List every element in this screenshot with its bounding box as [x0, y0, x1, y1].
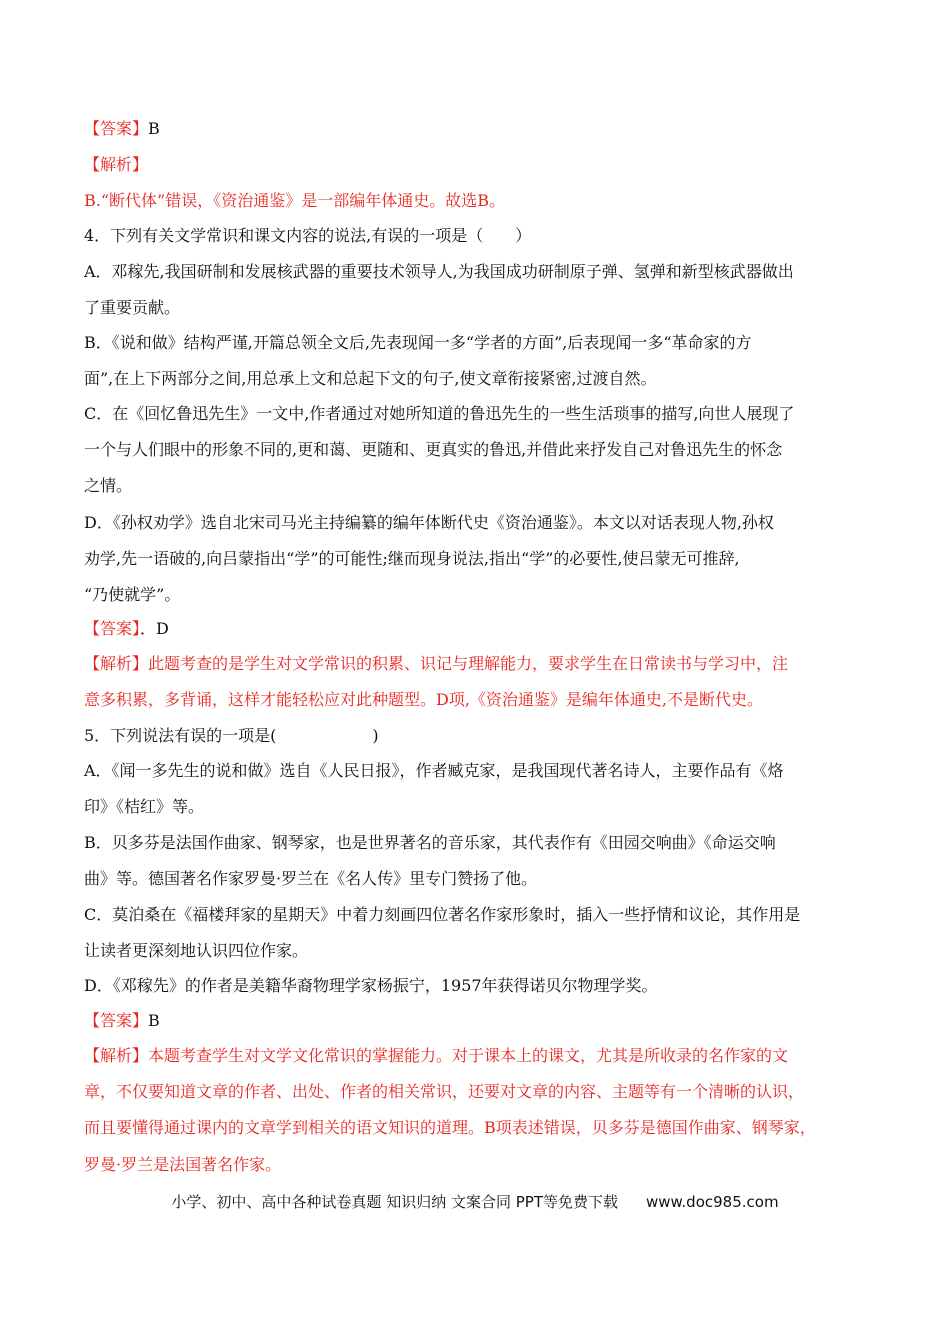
question-5-option-b-line-1: B．贝多芬是法国作曲家、钢琴家，也是世界著名的音乐家，其代表作有《田园交响曲》《命运交响 — [84, 833, 776, 852]
question-4-option-d-line-1: D．《孙权劝学》选自北宋司马光主持编纂的编年体断代史《资治通鉴》。本文以对话表现人物,孙权 — [84, 513, 774, 532]
analysis-text: 本题考查学生对文学文化常识的掌握能力。对于课本上的课文，尤其是所收录的名作家的文 — [148, 1046, 789, 1065]
page-footer — [0, 1192, 950, 1212]
analysis-line-q5-2: 章，不仅要知道文章的作者、出处、作者的相关常识，还要对文章的内容、主题等有一个清晰的认识， — [84, 1082, 805, 1101]
question-5-option-a-line-1: A．《闻一多先生的说和做》选自《人民日报》，作者臧克家，是我国现代著名诗人，主要作品有《烙 — [84, 761, 784, 780]
question-4-option-b-line-1: B．《说和做》结构严谨,开篇总领全文后,先表现闻一多“学者的方面”,后表现闻一多“革命家的方 — [84, 333, 752, 352]
analysis-label: 【解析】 — [84, 654, 149, 673]
answer-value: B — [148, 119, 160, 138]
question-5-option-c-line-2: 让读者更深刻地认识四位作家。 — [84, 941, 309, 960]
question-5-option-b-line-2: 曲》等。德国著名作家罗曼·罗兰在《名人传》里专门赞扬了他。 — [84, 869, 538, 888]
analysis-line-q5-3: 而且要懂得通过课内的文章学到相关的语文知识的道理。B项表述错误，贝多芬是德国作曲家、钢琴家， — [84, 1118, 816, 1137]
answer-line-q5 — [84, 1011, 874, 1031]
question-5-option-c-line-1: C．莫泊桑在《福楼拜家的星期天》中着力刻画四位著名作家形象时，插入一些抒情和议论，其作用是 — [84, 905, 801, 924]
analysis-line-q4-1 — [84, 654, 874, 674]
question-5-stem: 5．下列说法有误的一项是( ) — [84, 726, 379, 745]
analysis-line-q5-1 — [84, 1046, 874, 1066]
question-4-option-b-line-2: 面”,在上下两部分之间,用总承上文和总起下文的句子,使文章衔接紧密,过渡自然。 — [84, 369, 657, 388]
analysis-text-q3: B.“断代体”错误，《资治通鉴》是一部编年体通史。故选B。 — [84, 191, 505, 210]
question-4-option-d-line-3: “乃使就学”。 — [84, 585, 181, 604]
footer-link[interactable]: www.doc985.com — [645, 1193, 779, 1211]
analysis-line-q5-4: 罗曼·罗兰是法国著名作家。 — [84, 1155, 282, 1174]
answer-value: B — [148, 1011, 160, 1030]
question-4-option-a-line-1: A．邓稼先,我国研制和发展核武器的重要技术领导人,为我国成功研制原子弹、氢弹和新型核武器做出 — [84, 262, 794, 281]
question-5-option-d-line-1: D．《邓稼先》的作者是美籍华裔物理学家杨振宁，1957年获得诺贝尔物理学奖。 — [84, 976, 658, 995]
question-4-option-c-line-2: 一个与人们眼中的形象不同的,更和蔼、更随和、更真实的鲁迅,并借此来抒发自己对鲁迅先生的怀念 — [84, 440, 783, 459]
answer-value: ．D — [140, 619, 169, 638]
answer-label: 【答案】 — [84, 119, 149, 138]
analysis-label: 【解析】 — [84, 155, 149, 174]
analysis-label-q3 — [84, 155, 874, 175]
answer-label: 【答案】 — [84, 1011, 149, 1030]
question-5-option-a-line-2: 印》《桔红》等。 — [84, 797, 205, 816]
answer-line-q4 — [84, 619, 874, 639]
analysis-text: 此题考查的是学生对文学常识的积累、识记与理解能力，要求学生在日常读书与学习中，注 — [148, 654, 789, 673]
analysis-label: 【解析】 — [84, 1046, 149, 1065]
question-4-option-a-line-2: 了重要贡献。 — [84, 298, 181, 317]
question-4-option-c-line-3: 之情。 — [84, 476, 133, 495]
answer-line-q3 — [84, 119, 874, 139]
footer-text: 小学、初中、高中各种试卷真题 知识归纳 文案合同 PPT等免费下载 — [171, 1193, 618, 1211]
question-4-stem: 4．下列有关文学常识和课文内容的说法,有误的一项是（ ） — [84, 226, 532, 245]
question-4-option-c-line-1: C．在《回忆鲁迅先生》一文中,作者通过对她所知道的鲁迅先生的一些生活琐事的描写,向世人展现了 — [84, 404, 795, 423]
question-4-option-d-line-2: 劝学,先一语破的,向吕蒙指出“学”的可能性;继而现身说法,指出“学”的必要性,使吕蒙无可推辞, — [84, 549, 740, 568]
answer-label: 【答案】 — [84, 619, 141, 638]
analysis-line-q4-2: 意多积累，多背诵，这样才能轻松应对此种题型。D项,《资治通鉴》是编年体通史,不是断代史。 — [84, 690, 764, 709]
